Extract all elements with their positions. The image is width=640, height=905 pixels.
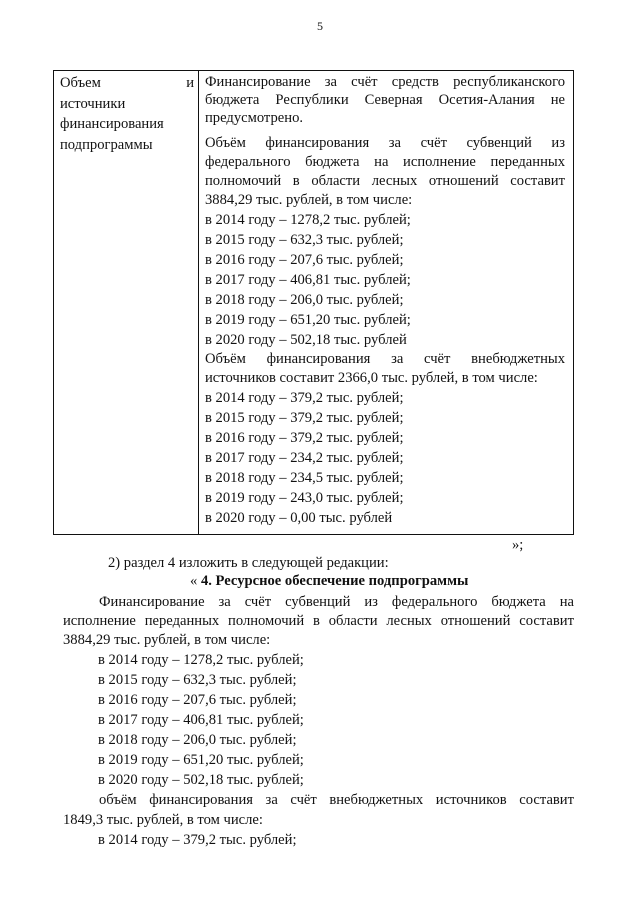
text-line: источников составит 2366,0 тыс. рублей, в том числе: xyxy=(205,370,538,386)
text-line: Финансирование за счёт средств республиканского xyxy=(205,74,565,90)
amendment-item-2: 2) раздел 4 изложить в следующей редакции: xyxy=(108,555,389,571)
list-item: в 2018 году – 206,0 тыс. рублей; xyxy=(205,292,404,308)
list-item: в 2017 году – 234,2 тыс. рублей; xyxy=(205,450,404,466)
list-item: в 2017 году – 406,81 тыс. рублей; xyxy=(205,272,411,288)
section-heading xyxy=(190,573,468,590)
list-item: в 2014 году – 379,2 тыс. рублей; xyxy=(98,832,297,848)
list-item: в 2014 году – 1278,2 тыс. рублей; xyxy=(205,212,411,228)
text-line: Объём финансирования за счёт внебюджетных xyxy=(205,351,565,367)
list-item: в 2018 году – 234,5 тыс. рублей; xyxy=(205,470,404,486)
republican-budget-paragraph xyxy=(205,73,565,127)
text-line: Объём финансирования за счёт субвенций из xyxy=(205,135,565,151)
text-line: предусмотрено. xyxy=(205,110,304,126)
list-item: в 2020 году – 0,00 тыс. рублей xyxy=(205,510,393,526)
label-word: и xyxy=(186,75,194,91)
list-item: в 2020 году – 502,18 тыс. рублей xyxy=(205,332,407,348)
list-item: в 2016 году – 379,2 тыс. рублей; xyxy=(205,430,404,446)
label-line: финансирования xyxy=(60,116,164,132)
list-item: в 2015 году – 632,3 тыс. рублей; xyxy=(205,232,404,248)
table-row xyxy=(54,71,574,535)
list-item: в 2019 году – 651,20 тыс. рублей; xyxy=(205,312,411,328)
text-line: бюджета Республики Северная Осетия-Алания не xyxy=(205,92,565,108)
list-item: в 2018 году – 206,0 тыс. рублей; xyxy=(98,732,297,748)
list-item: в 2014 году – 1278,2 тыс. рублей; xyxy=(98,652,304,668)
list-item: в 2020 году – 502,18 тыс. рублей; xyxy=(98,772,304,788)
section-heading-text: 4. Ресурсное обеспечение подпрограммы xyxy=(200,573,469,589)
text-line: полномочий в области лесных отношений составит xyxy=(205,173,565,189)
text-line: 3884,29 тыс. рублей, в том числе: xyxy=(205,192,413,208)
section-paragraph-2 xyxy=(63,790,574,830)
list-item: в 2015 году – 379,2 тыс. рублей; xyxy=(205,410,404,426)
list-item: в 2016 году – 207,6 тыс. рублей; xyxy=(98,692,297,708)
closing-quote-mark: »; xyxy=(512,537,524,553)
federal-year-list xyxy=(205,210,565,350)
label-line xyxy=(60,73,194,94)
opening-quote-mark: « xyxy=(190,573,198,589)
table-cell-content xyxy=(199,71,574,535)
extrabudgetary-year-list xyxy=(205,388,565,528)
text-line: 1849,3 тыс. рублей, в том числе: xyxy=(63,812,263,828)
list-item: в 2016 году – 207,6 тыс. рублей; xyxy=(205,252,404,268)
list-item: в 2015 году – 632,3 тыс. рублей; xyxy=(98,672,297,688)
list-item: в 2017 году – 406,81 тыс. рублей; xyxy=(98,712,304,728)
page-number: 5 xyxy=(317,19,323,33)
text-line: федерального бюджета на исполнение переданных xyxy=(205,154,565,170)
text-line: объём финансирования за счёт внебюджетных источников составит xyxy=(99,792,574,808)
federal-subvention-paragraph xyxy=(205,134,565,210)
table-cell-label xyxy=(54,71,199,535)
text-line: исполнение переданных полномочий в области лесных отношений составит xyxy=(63,613,574,629)
label-line: подпрограммы xyxy=(60,136,153,153)
text-line: 3884,29 тыс. рублей, в том числе: xyxy=(63,632,271,648)
section-paragraph-1 xyxy=(63,592,574,650)
list-item: в 2019 году – 243,0 тыс. рублей; xyxy=(205,490,404,506)
extrabudgetary-paragraph xyxy=(205,350,565,388)
text-line: Финансирование за счёт субвенций из федерального бюджета на xyxy=(99,594,574,610)
label-line: источники xyxy=(60,95,126,112)
subprogram-passport-table xyxy=(53,70,574,535)
list-item: в 2019 году – 651,20 тыс. рублей; xyxy=(98,752,304,768)
list-item: в 2014 году – 379,2 тыс. рублей; xyxy=(205,390,404,406)
label-word: Объем xyxy=(60,75,101,91)
